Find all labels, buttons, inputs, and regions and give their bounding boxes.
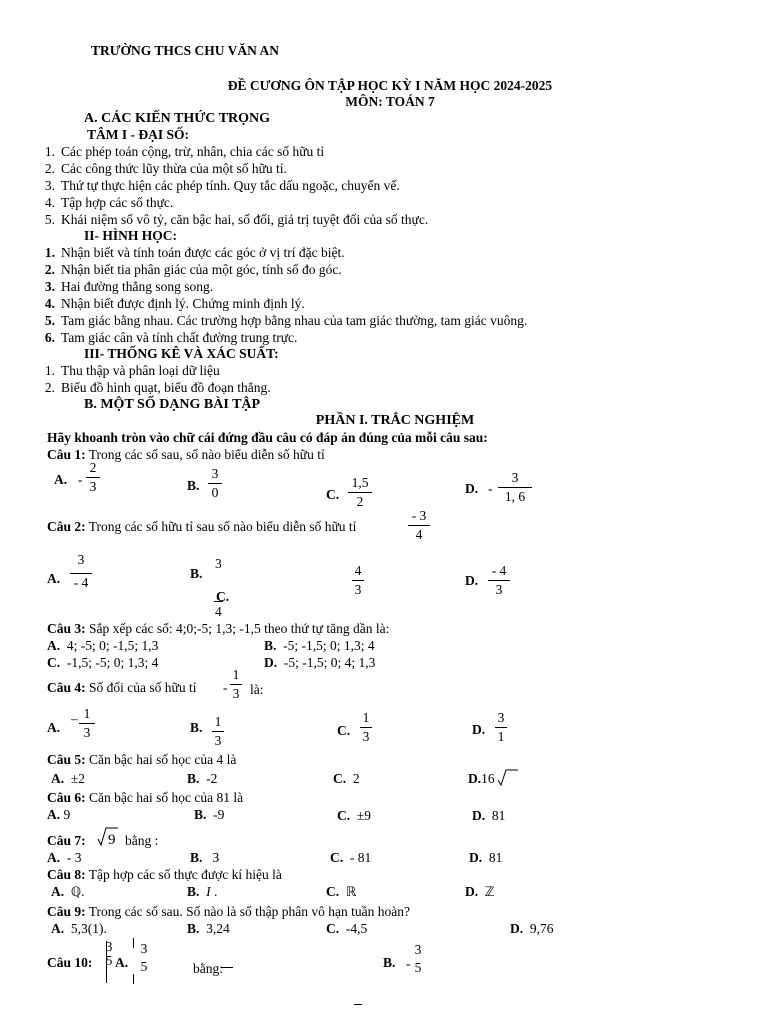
option-c[interactable]: C. 2 bbox=[333, 771, 360, 786]
option-a[interactable]: A. 5,3(1). bbox=[51, 921, 107, 936]
fraction-q1c[interactable]: 1,5 2 bbox=[348, 476, 372, 509]
document-title: ĐỀ CƯƠNG ÔN TẬP HỌC KỲ I NĂM HỌC 2024-2025 bbox=[227, 78, 553, 93]
section-b-heading: B. MỘT SỐ DẠNG BÀI TẬP bbox=[84, 397, 261, 412]
list-item: 5. Khái niệm số vô tỷ, căn bậc hai, số đối, giá trị tuyệt đối của số thực. bbox=[44, 212, 429, 227]
geometry-heading: II- HÌNH HỌC: bbox=[84, 228, 178, 243]
option-c[interactable]: C. -1,5; -5; 0; 1,3; 4 bbox=[47, 655, 159, 670]
list-item: 3. Hai đường thẳng song song. bbox=[44, 279, 214, 294]
fraction-q2d[interactable]: - 4 3 bbox=[488, 564, 510, 597]
fraction-q1b[interactable]: 3 0 bbox=[208, 467, 222, 500]
option-b[interactable]: B. -9 bbox=[194, 807, 225, 822]
option-d[interactable]: D.16 bbox=[468, 771, 495, 786]
option-b[interactable]: B. I . bbox=[187, 884, 218, 899]
option-d[interactable]: D. -5; -1,5; 0; 4; 1,3 bbox=[264, 655, 376, 670]
fraction-q4b[interactable]: 1 3 bbox=[212, 715, 224, 748]
option-b[interactable]: B. -5; -1,5; 0; 1,3; 4 bbox=[264, 638, 375, 653]
fraction-q4d[interactable]: 3 1 bbox=[495, 711, 507, 744]
stats-heading: III- THỐNG KÊ VÀ XÁC SUẤT: bbox=[84, 346, 279, 361]
option-a[interactable]: A. 4; -5; 0; -1,5; 1,3 bbox=[47, 638, 159, 653]
abs-bar-tick bbox=[133, 974, 134, 984]
question-7: Câu 7: bbox=[47, 833, 86, 848]
fraction-q10a[interactable]: 3 5 bbox=[140, 941, 148, 974]
option-b-label[interactable]: B. bbox=[190, 566, 203, 581]
fraction-q4-stem: 1 3 bbox=[230, 668, 242, 701]
instruction: Hãy khoanh tròn vào chữ cái đứng đầu câu có đáp án đúng của mỗi câu sau: bbox=[47, 430, 488, 445]
minus-sign: - bbox=[488, 481, 493, 496]
school-name: TRƯỜNG THCS CHU VĂN AN bbox=[91, 43, 280, 58]
option-d-label[interactable]: D. bbox=[465, 573, 479, 588]
option-c-label[interactable]: C. bbox=[326, 487, 340, 502]
option-b[interactable]: B. 3 bbox=[190, 850, 220, 865]
option-b-label[interactable]: B. bbox=[187, 478, 200, 493]
option-d[interactable]: D. 81 bbox=[472, 808, 506, 823]
option-c-label[interactable]: C. bbox=[216, 589, 230, 604]
list-item: 1. Các phép toán cộng, trừ, nhân, chia các số hữu tỉ bbox=[44, 144, 325, 159]
question-8: Câu 8: Tập hợp các số thực được kí hiệu là bbox=[47, 867, 282, 882]
sqrt-symbol bbox=[497, 768, 519, 788]
minus-sign: - bbox=[406, 956, 411, 971]
option-c[interactable]: C. ℝ bbox=[326, 884, 357, 900]
abs-bar-tick bbox=[133, 938, 134, 948]
option-b[interactable]: B. 3,24 bbox=[187, 921, 230, 936]
option-b[interactable]: B. -2 bbox=[187, 771, 218, 786]
minus-sign: - bbox=[78, 472, 83, 487]
list-item: 4. Tập hợp các số thực. bbox=[44, 195, 174, 210]
question-9: Câu 9: Trong các số sau. Số nào là số thập phân vô hạn tuần hoàn? bbox=[47, 904, 410, 919]
option-a-label[interactable]: A. bbox=[47, 720, 61, 735]
question-7-text: bằng : bbox=[125, 833, 159, 848]
question-4-tail: là: bbox=[250, 682, 264, 697]
list-item: 2. Các công thức lũy thừa của một số hữu tỉ. bbox=[44, 161, 287, 176]
fraction-bar bbox=[214, 601, 223, 602]
option-d-label[interactable]: D. bbox=[472, 722, 486, 737]
option-b-label[interactable]: B. bbox=[190, 720, 203, 735]
section-a-heading: A. CÁC KIẾN THỨC TRỌNG bbox=[84, 111, 271, 126]
fraction-q1a[interactable]: 2 3 bbox=[86, 461, 100, 494]
option-d[interactable]: D. ℤ bbox=[465, 884, 495, 900]
option-d[interactable]: D. 81 bbox=[469, 850, 503, 865]
question-10-label: Câu 10: bbox=[47, 955, 93, 970]
option-a-label[interactable]: A. bbox=[47, 571, 61, 586]
document-subject: MÔN: TOÁN 7 bbox=[345, 94, 435, 109]
option-b-label[interactable]: B. bbox=[383, 955, 396, 970]
list-item: 6. Tam giác cân và tính chất đường trung trực. bbox=[44, 330, 298, 345]
fraction-q2c[interactable]: 4 3 bbox=[352, 564, 364, 597]
radicand: 9 bbox=[108, 832, 116, 848]
option-d[interactable]: D. 9,76 bbox=[510, 921, 554, 936]
minus-sign: – bbox=[71, 711, 78, 726]
question-2: Câu 2: Trong các số hữu tỉ sau số nào biểu diễn số hữu tỉ bbox=[47, 519, 357, 534]
fraction-q10-stem: 3 5 bbox=[105, 939, 113, 968]
fraction-q4c[interactable]: 1 3 bbox=[360, 711, 372, 744]
list-item: 5. Tam giác bằng nhau. Các trường hợp bằng nhau của tam giác thường, tam giác vuông. bbox=[44, 313, 528, 328]
question-6: Câu 6: Căn bậc hai số học của 81 là bbox=[47, 790, 244, 805]
option-a-label[interactable]: A. bbox=[54, 472, 68, 487]
question-1: Câu 1: Trong các số sau, số nào biểu diễn số hữu tỉ bbox=[47, 447, 325, 462]
fraction-q2b-denominator[interactable]: 4 bbox=[215, 604, 222, 619]
part-1-heading: PHẦN I. TRẮC NGHIỆM bbox=[315, 413, 475, 428]
fraction-q4a[interactable]: 1 3 bbox=[79, 707, 95, 740]
option-d-label[interactable]: D. bbox=[465, 481, 479, 496]
list-item: 3. Thứ tự thực hiện các phép tính. Quy tắc dấu ngoặc, chuyển vế. bbox=[44, 178, 400, 193]
minus-sign: - bbox=[223, 680, 228, 695]
question-5: Câu 5: Căn bậc hai số học của 4 là bbox=[47, 752, 237, 767]
option-c[interactable]: C. ±9 bbox=[337, 808, 372, 823]
fraction-bar bbox=[221, 967, 233, 968]
option-c[interactable]: C. - 81 bbox=[330, 850, 372, 865]
fraction-q1d[interactable]: 3 1, 6 bbox=[498, 471, 532, 504]
option-a[interactable]: A. 9 bbox=[47, 807, 71, 822]
list-item: 2. Biểu đồ hình quạt, biểu đồ đoạn thẳng. bbox=[44, 380, 271, 395]
question-3: Câu 3: Sắp xếp các số: 4;0;-5; 1,3; -1,5 theo thứ tự tăng dần là: bbox=[47, 621, 390, 636]
option-c[interactable]: C. -4,5 bbox=[326, 921, 368, 936]
list-item: 1. Nhận biết và tính toán được các góc ở vị trí đặc biệt. bbox=[44, 245, 345, 260]
algebra-heading: TÂM I - ĐẠI SỐ: bbox=[87, 127, 190, 142]
option-a[interactable]: A. - 3 bbox=[47, 850, 82, 865]
list-item: 2. Nhận biết tia phân giác của một góc, tính số đo góc. bbox=[44, 262, 342, 277]
option-c-label[interactable]: C. bbox=[337, 723, 351, 738]
question-4: Câu 4: Số đối của số hữu tỉ bbox=[47, 680, 197, 695]
list-item: 4. Nhận biết được định lý. Chứng minh định lý. bbox=[44, 296, 305, 311]
fraction-q2a[interactable]: 3 - 4 bbox=[70, 553, 92, 590]
fraction-q2b-numerator[interactable]: 3 bbox=[215, 556, 222, 571]
page-mark bbox=[354, 1004, 362, 1005]
list-item: 1. Thu thập và phân loại dữ liệu bbox=[44, 363, 220, 378]
fraction-q2-stem: - 3 4 bbox=[408, 509, 430, 542]
question-10-text: bằng: bbox=[193, 961, 223, 976]
option-a[interactable]: A. ±2 bbox=[51, 771, 86, 786]
option-a-label[interactable]: A. bbox=[115, 955, 129, 970]
option-a[interactable]: A. ℚ. bbox=[51, 884, 85, 900]
fraction-q10b[interactable]: 3 5 bbox=[414, 942, 422, 975]
